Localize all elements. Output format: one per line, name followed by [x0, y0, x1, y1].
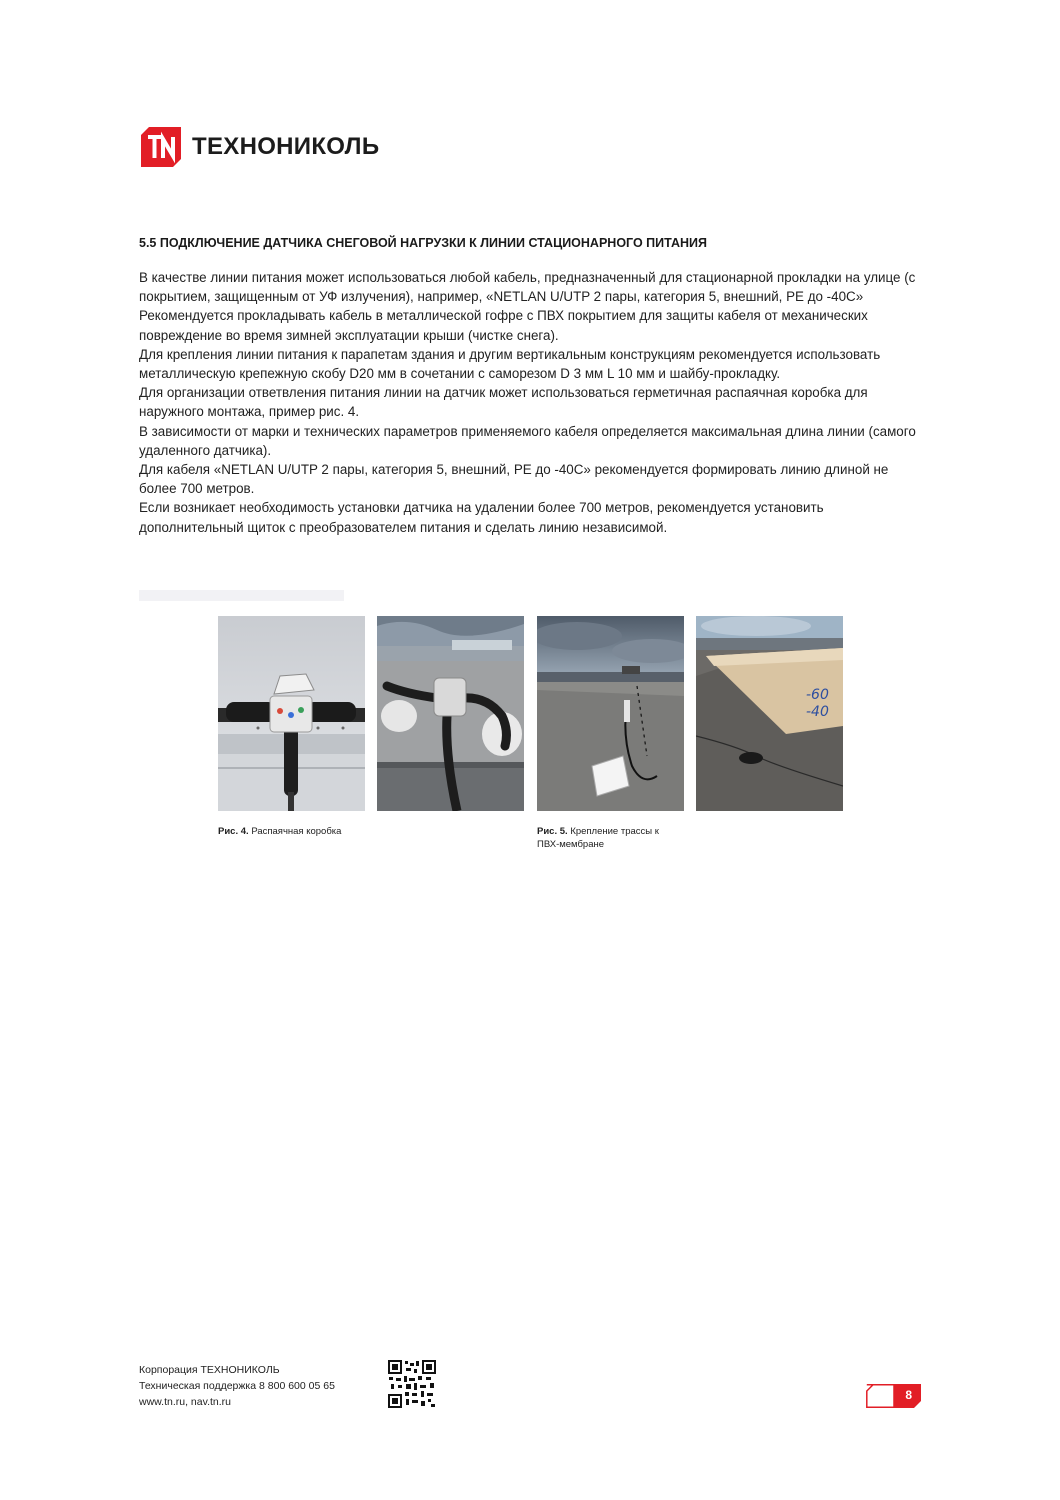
photo-sensor-markings [696, 616, 843, 811]
svg-text:-60: -60 [806, 687, 829, 703]
footer-support: Техническая поддержка 8 800 600 05 65 [139, 1380, 335, 1392]
brand-name: ТЕХНОНИКОЛЬ [192, 133, 380, 160]
footer-company: Корпорация ТЕХНОНИКОЛЬ [139, 1364, 280, 1376]
figure-caption-text: Распаячная коробка [251, 826, 342, 837]
body-text [139, 268, 929, 537]
photo-junction-box-wall [218, 616, 365, 811]
figure-caption-4 [218, 825, 368, 838]
paragraph: Если возникает необходимость установки датчика на удалении более 700 метров, рекомендуется установить дополнительный щиток с преобразователем питания и сделать линию независимой. [139, 500, 824, 535]
figure-caption-5 [537, 825, 682, 851]
decorative-strip [139, 590, 344, 601]
figure-caption-text: Крепление трассы к ПВХ-мембране [537, 826, 659, 850]
paragraph: Для крепления линии питания к парапетам здания и другим вертикальным конструкциям рекомендуется использовать металлическую крепежную скобу D20 мм в сочетании с саморезом D 3 мм L 10 мм и шайбу-прокладку. [139, 346, 881, 382]
figure-label: Рис. 5. [537, 826, 568, 837]
paragraph: Для организации ответвления питания линии на датчик может использоваться герметичная распаячная коробка для наружного монтажа, пример рис. 4. [139, 385, 868, 420]
figure-label: Рис. 4. [218, 826, 249, 837]
paragraph: В качестве линии питания может использоваться любой кабель, предназначенный для стационарной прокладки на улице (с покрытием, защищенным от УФ излучения), например, «NETLAN U/UTP 2 пары, категория 5, внешний, PE до -40С» [139, 270, 916, 305]
section-title: 5.5 ПОДКЛЮЧЕНИЕ ДАТЧИКА СНЕГОВОЙ НАГРУЗКИ К ЛИНИИ СТАЦИОНАРНОГО ПИТАНИЯ [139, 236, 707, 250]
svg-text:-40: -40 [806, 704, 829, 720]
tn-logo-icon [139, 125, 183, 169]
page-number-badge [866, 1384, 921, 1408]
qr-code-icon[interactable] [388, 1360, 436, 1408]
paragraph: Для кабеля «NETLAN U/UTP 2 пары, категория 5, внешний, PE до -40С» рекомендуется формировать линию длиной не более 700 метров. [139, 462, 889, 497]
photo-sensor-roof [537, 616, 684, 811]
photo-junction-box-parapet [377, 616, 524, 811]
footer-contacts [139, 1362, 335, 1410]
paragraph: В зависимости от марки и технических параметров применяемого кабеля определяется максимальная длина линии (самого удаленного датчика). [139, 423, 916, 458]
brand-logo [139, 125, 379, 169]
page-number: 8 [905, 1388, 912, 1402]
footer-sites[interactable]: www.tn.ru, nav.tn.ru [139, 1396, 232, 1408]
paragraph: Рекомендуется прокладывать кабель в металлической гофре с ПВХ покрытием для защиты кабеля от механических повреждение во время зимней эксплуатации крыши (чистке снега). [139, 308, 868, 343]
